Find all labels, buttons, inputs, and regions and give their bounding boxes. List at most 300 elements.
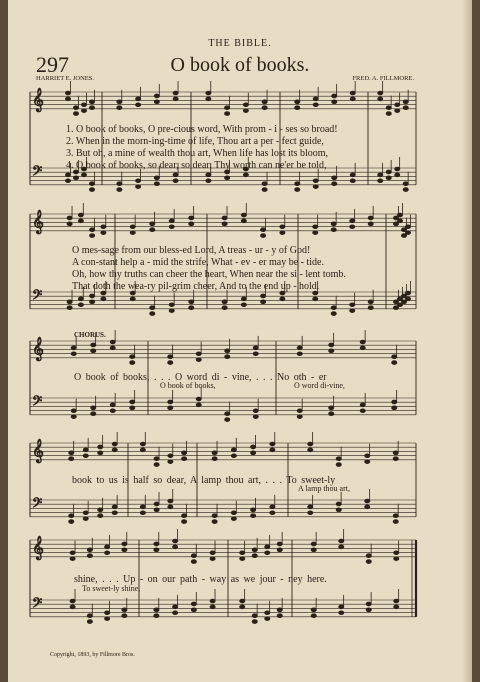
note-head — [130, 361, 135, 365]
note-head — [329, 406, 334, 410]
note-head — [331, 306, 336, 310]
note-head — [173, 91, 178, 95]
treble-clef-icon: 𝄞 — [32, 336, 44, 360]
note-head — [313, 231, 318, 235]
note-head — [69, 514, 74, 518]
note-head — [89, 182, 94, 186]
note-head — [78, 297, 83, 301]
note-head — [313, 97, 318, 101]
note-head — [90, 234, 95, 238]
note-head — [169, 303, 174, 307]
note-head — [112, 448, 117, 452]
note-head — [71, 415, 76, 419]
note-head — [262, 188, 267, 192]
note-head — [241, 213, 246, 217]
note-head — [251, 508, 256, 512]
note-head — [191, 608, 196, 612]
note-head — [154, 508, 159, 512]
verse-1-line-1: 1. O book of books, O pre-cious word, With prom - i - ses so broad! — [66, 124, 338, 135]
note-head — [350, 309, 355, 313]
verse-4-line-1: 4. O book of books, so dear, so dear, Thy worth can ne'er be told, — [66, 160, 327, 171]
note-head — [90, 300, 95, 304]
note-head — [130, 225, 135, 229]
note-head — [225, 349, 230, 353]
note-head — [240, 557, 245, 561]
note-head — [339, 545, 344, 549]
note-head — [280, 225, 285, 229]
note-head — [169, 225, 174, 229]
note-head — [105, 551, 110, 555]
note-head — [83, 448, 88, 452]
lyricist: HARRIET E. JONES. — [36, 75, 95, 82]
note-head — [196, 358, 201, 362]
note-head — [295, 100, 300, 104]
section-header: THE BIBLE. — [208, 38, 272, 49]
bass-clef-icon: 𝄢 — [32, 495, 43, 514]
note-head — [311, 608, 316, 612]
note-head — [311, 614, 316, 618]
hymn-number: 297 — [36, 52, 69, 77]
note-head — [173, 539, 178, 543]
note-head — [206, 173, 211, 177]
note-head — [150, 312, 155, 316]
note-head — [189, 300, 194, 304]
note-head — [191, 560, 196, 564]
note-head — [405, 231, 410, 235]
note-head — [350, 97, 355, 101]
note-head — [89, 100, 94, 104]
note-head — [154, 463, 159, 467]
note-head — [67, 300, 72, 304]
note-head — [332, 176, 337, 180]
bass-clef-icon: 𝄢 — [32, 287, 43, 306]
note-head — [360, 346, 365, 350]
note-head — [265, 551, 270, 555]
note-head — [368, 300, 373, 304]
note-head — [308, 511, 313, 515]
note-head — [366, 560, 371, 564]
note-head — [154, 608, 159, 612]
note-head — [225, 106, 230, 110]
note-head — [130, 400, 135, 404]
note-head — [308, 505, 313, 509]
treble-clef-icon: 𝄞 — [32, 535, 44, 559]
note-head — [169, 309, 174, 313]
note-head — [89, 106, 94, 110]
note-head — [313, 103, 318, 107]
note-head — [173, 545, 178, 549]
note-head — [295, 188, 300, 192]
note-head — [110, 346, 115, 350]
hymn-title: O book of books. — [170, 54, 310, 76]
note-head — [231, 448, 236, 452]
chorus-echo-2: O word di-vine, — [294, 381, 345, 390]
note-head — [101, 225, 106, 229]
note-head — [386, 106, 391, 110]
note-head — [392, 406, 397, 410]
note-head — [225, 112, 230, 116]
note-head — [70, 557, 75, 561]
note-head — [210, 605, 215, 609]
note-head — [91, 412, 96, 416]
note-head — [110, 403, 115, 407]
note-head — [308, 442, 313, 446]
note-head — [339, 605, 344, 609]
note-head — [277, 548, 282, 552]
note-head — [295, 182, 300, 186]
note-head — [168, 505, 173, 509]
note-head — [189, 216, 194, 220]
note-head — [65, 97, 70, 101]
note-head — [350, 225, 355, 229]
note-head — [173, 173, 178, 177]
note-head — [67, 216, 72, 220]
note-head — [329, 343, 334, 347]
note-head — [336, 463, 341, 467]
note-head — [365, 460, 370, 464]
note-head — [70, 551, 75, 555]
note-head — [173, 97, 178, 101]
note-head — [308, 448, 313, 452]
note-head — [243, 109, 248, 113]
note-head — [136, 103, 141, 107]
note-head — [136, 179, 141, 183]
note-head — [90, 294, 95, 298]
note-head — [366, 554, 371, 558]
chorus-echo-3: A lamp thou art, — [298, 484, 350, 493]
note-head — [368, 216, 373, 220]
note-head — [81, 103, 86, 107]
note-head — [130, 406, 135, 410]
note-head — [98, 451, 103, 455]
note-head — [173, 605, 178, 609]
note-head — [252, 614, 257, 618]
note-head — [168, 499, 173, 503]
note-head — [136, 185, 141, 189]
note-head — [360, 340, 365, 344]
note-head — [91, 349, 96, 353]
bass-clef-icon: 𝄢 — [32, 163, 43, 182]
verse-2-line-2: A con-stant help a - mid the strife, What - ev - er may be - tide. — [72, 257, 324, 268]
note-head — [262, 182, 267, 186]
note-head — [394, 599, 399, 603]
note-head — [196, 403, 201, 407]
note-head — [265, 545, 270, 549]
note-head — [168, 400, 173, 404]
note-head — [261, 300, 266, 304]
note-head — [261, 234, 266, 238]
note-head — [225, 355, 230, 359]
note-head — [90, 228, 95, 232]
note-head — [70, 605, 75, 609]
note-head — [270, 505, 275, 509]
note-head — [105, 545, 110, 549]
verse-3-line-1: 3. But oh, a mine of wealth thou art, When life has lost its bloom, — [66, 148, 328, 159]
note-head — [154, 614, 159, 618]
note-head — [331, 228, 336, 232]
note-head — [67, 222, 72, 226]
note-head — [196, 397, 201, 401]
note-head — [297, 346, 302, 350]
note-head — [336, 457, 341, 461]
note-head — [277, 614, 282, 618]
copyright: Copyright, 1893, by Fillmore Bros. — [50, 652, 135, 658]
note-head — [403, 182, 408, 186]
note-head — [210, 551, 215, 555]
note-head — [366, 602, 371, 606]
note-head — [252, 620, 257, 624]
note-head — [65, 91, 70, 95]
note-head — [130, 355, 135, 359]
note-head — [206, 91, 211, 95]
note-head — [182, 520, 187, 524]
note-head — [253, 409, 258, 413]
treble-clef-icon: 𝄞 — [32, 438, 44, 462]
note-head — [252, 554, 257, 558]
note-head — [110, 409, 115, 413]
note-head — [378, 91, 383, 95]
note-head — [332, 182, 337, 186]
note-head — [392, 355, 397, 359]
note-head — [110, 340, 115, 344]
note-head — [212, 520, 217, 524]
note-head — [117, 106, 122, 110]
note-head — [241, 297, 246, 301]
note-head — [393, 451, 398, 455]
note-head — [87, 614, 92, 618]
note-head — [395, 109, 400, 113]
note-head — [150, 228, 155, 232]
note-head — [332, 94, 337, 98]
note-head — [403, 100, 408, 104]
note-head — [71, 409, 76, 413]
note-head — [277, 608, 282, 612]
note-head — [403, 188, 408, 192]
note-head — [154, 548, 159, 552]
note-head — [189, 306, 194, 310]
note-head — [154, 94, 159, 98]
note-head — [222, 300, 227, 304]
note-head — [140, 505, 145, 509]
note-head — [65, 173, 70, 177]
note-head — [212, 457, 217, 461]
chorus-line-2: book to us is half so dear, A lamp thou art, . . . To sweet-ly — [72, 475, 336, 486]
note-head — [182, 451, 187, 455]
note-head — [65, 179, 70, 183]
note-head — [368, 222, 373, 226]
note-head — [397, 219, 402, 223]
note-head — [280, 231, 285, 235]
note-head — [394, 605, 399, 609]
note-head — [112, 442, 117, 446]
note-head — [253, 346, 258, 350]
note-head — [83, 517, 88, 521]
note-head — [222, 216, 227, 220]
note-head — [222, 306, 227, 310]
note-head — [182, 457, 187, 461]
chorus-line-1: O book of books, . . . O word di - vine, . . . No oth - er — [74, 372, 327, 383]
note-head — [117, 188, 122, 192]
note-head — [154, 182, 159, 186]
note-head — [394, 551, 399, 555]
note-head — [251, 451, 256, 455]
note-head — [98, 514, 103, 518]
note-head — [277, 542, 282, 546]
note-head — [395, 173, 400, 177]
note-head — [154, 176, 159, 180]
note-head — [225, 412, 230, 416]
note-head — [405, 291, 410, 295]
note-head — [168, 406, 173, 410]
hymn-page — [8, 0, 472, 682]
note-head — [365, 454, 370, 458]
note-head — [78, 303, 83, 307]
note-head — [253, 352, 258, 356]
note-head — [122, 542, 127, 546]
note-head — [350, 173, 355, 177]
note-head — [265, 617, 270, 621]
note-head — [360, 409, 365, 413]
note-head — [393, 520, 398, 524]
note-head — [270, 511, 275, 515]
verse-4-line-2: That doth the wea-ry pil-grim cheer, And to the end up - hold. — [72, 281, 320, 292]
note-head — [112, 505, 117, 509]
note-head — [101, 231, 106, 235]
note-head — [168, 460, 173, 464]
note-head — [173, 179, 178, 183]
note-head — [339, 539, 344, 543]
note-head — [405, 297, 410, 301]
note-head — [243, 103, 248, 107]
note-head — [206, 179, 211, 183]
note-head — [122, 608, 127, 612]
note-head — [332, 100, 337, 104]
treble-clef-icon: 𝄞 — [32, 87, 44, 111]
chorus-echo-1: O book of books, — [160, 381, 216, 390]
note-head — [154, 100, 159, 104]
note-head — [329, 412, 334, 416]
note-head — [73, 106, 78, 110]
note-head — [243, 173, 248, 177]
verse-3-line-2: Oh, how thy truths can cheer the heart, When near the si - lent tomb. — [72, 269, 346, 280]
note-head — [105, 611, 110, 615]
note-head — [378, 173, 383, 177]
note-head — [231, 511, 236, 515]
note-head — [212, 451, 217, 455]
note-head — [78, 213, 83, 217]
note-head — [253, 415, 258, 419]
note-head — [280, 297, 285, 301]
note-head — [89, 188, 94, 192]
note-head — [392, 361, 397, 365]
note-head — [366, 608, 371, 612]
note-head — [350, 179, 355, 183]
note-head — [262, 100, 267, 104]
note-head — [392, 400, 397, 404]
note-head — [231, 454, 236, 458]
note-head — [270, 448, 275, 452]
note-head — [98, 445, 103, 449]
note-head — [368, 306, 373, 310]
note-head — [191, 602, 196, 606]
note-head — [252, 548, 257, 552]
note-head — [87, 554, 92, 558]
note-head — [297, 352, 302, 356]
note-head — [331, 222, 336, 226]
treble-clef-icon: 𝄞 — [32, 209, 44, 233]
note-head — [313, 185, 318, 189]
note-head — [365, 499, 370, 503]
note-head — [378, 97, 383, 101]
note-head — [386, 112, 391, 116]
note-head — [130, 297, 135, 301]
note-head — [251, 514, 256, 518]
note-head — [241, 303, 246, 307]
note-head — [122, 548, 127, 552]
note-head — [262, 106, 267, 110]
note-head — [168, 361, 173, 365]
note-head — [225, 176, 230, 180]
note-head — [69, 457, 74, 461]
bass-clef-icon: 𝄢 — [32, 393, 43, 412]
note-head — [87, 620, 92, 624]
note-head — [365, 505, 370, 509]
note-head — [336, 508, 341, 512]
note-head — [154, 542, 159, 546]
note-head — [67, 306, 72, 310]
note-head — [394, 557, 399, 561]
composer: FRED. A. FILLMORE. — [352, 75, 414, 82]
note-head — [297, 409, 302, 413]
note-head — [386, 176, 391, 180]
note-head — [73, 112, 78, 116]
chorus-line-3: shine, . . . Up - on our path - way as we jour - ney here. — [74, 574, 327, 585]
note-head — [240, 605, 245, 609]
note-head — [405, 225, 410, 229]
note-head — [395, 167, 400, 171]
note-head — [71, 346, 76, 350]
note-head — [168, 355, 173, 359]
note-head — [311, 548, 316, 552]
note-head — [403, 106, 408, 110]
note-head — [231, 517, 236, 521]
note-head — [395, 103, 400, 107]
note-head — [154, 457, 159, 461]
verse-2-line-1: 2. When in the morn-ing-time of life, Thou art a per - fect guide, — [66, 136, 324, 147]
note-head — [265, 611, 270, 615]
note-head — [240, 551, 245, 555]
note-head — [136, 97, 141, 101]
note-head — [386, 170, 391, 174]
note-head — [69, 520, 74, 524]
note-head — [329, 349, 334, 353]
chorus-label: CHORUS. — [74, 331, 106, 339]
chorus-echo-4: To sweet-ly shine, — [82, 584, 141, 593]
note-head — [173, 611, 178, 615]
note-head — [241, 219, 246, 223]
note-head — [189, 222, 194, 226]
note-head — [117, 182, 122, 186]
note-head — [78, 219, 83, 223]
note-head — [154, 502, 159, 506]
note-head — [251, 445, 256, 449]
note-head — [313, 225, 318, 229]
note-head — [169, 219, 174, 223]
note-head — [91, 406, 96, 410]
note-head — [393, 514, 398, 518]
note-head — [261, 294, 266, 298]
note-head — [112, 511, 117, 515]
